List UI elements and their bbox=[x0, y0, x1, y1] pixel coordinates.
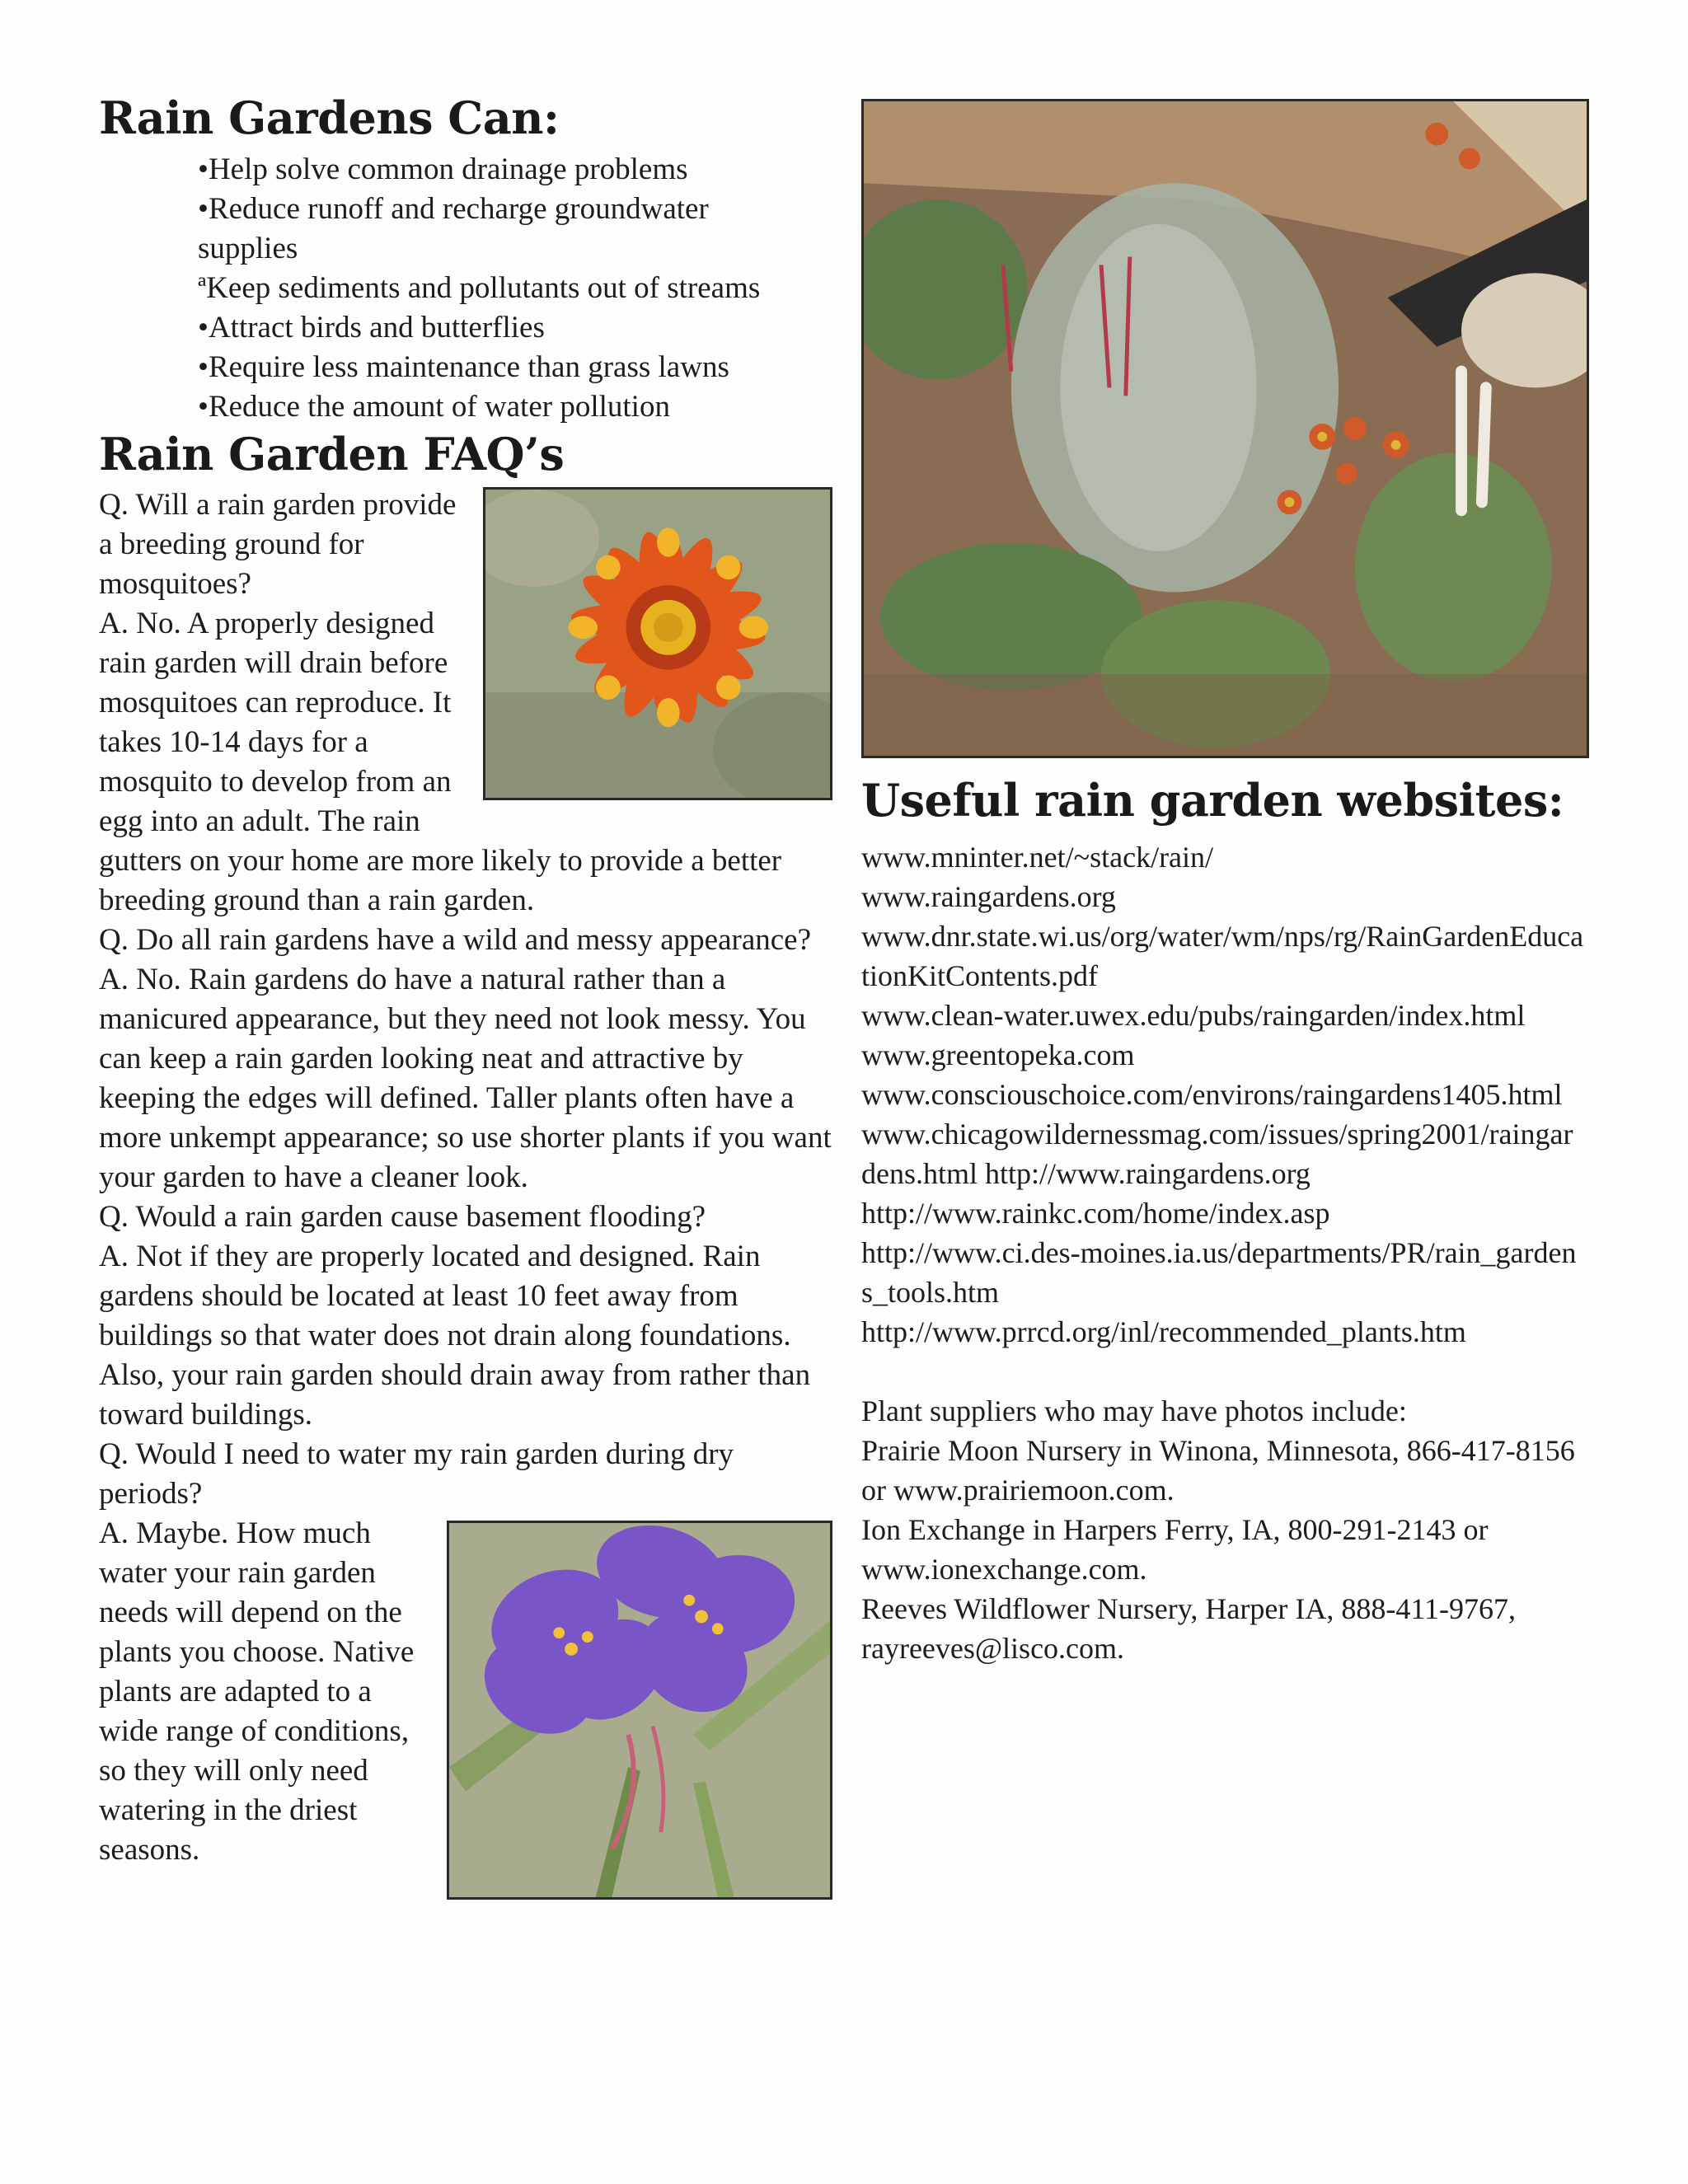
spiderwort-photo bbox=[447, 1521, 832, 1900]
website-link[interactable]: www.greentopeka.com bbox=[861, 1038, 1135, 1071]
blanket-flower-photo bbox=[483, 487, 832, 800]
supplier-entry: Reeves Wildflower Nursery, Harper IA, 888-411-9767, rayreeves@lisco.com. bbox=[861, 1591, 1516, 1665]
faq-heading: Rain Garden FAQ’s bbox=[99, 427, 565, 480]
website-link[interactable]: www.consciouschoice.com/environs/raingardens1405.html bbox=[861, 1077, 1563, 1111]
faq-paragraph: A. No. A properly designed rain garden will drain before mosquitoes can reproduce. It takes 10-14 days for a mosquito to develop from an egg into an adult. The rain gutters on your home are more likely to provide a better breeding ground than a rain garden. bbox=[99, 607, 782, 917]
faq-paragraph: Q. Would I need to water my rain garden during dry periods? bbox=[99, 1437, 734, 1511]
benefits-heading: Rain Gardens Can: bbox=[99, 91, 560, 144]
faq-paragraph: Q. Will a rain garden provide a breeding ground for mosquitoes? bbox=[99, 488, 457, 601]
benefit-item: •Reduce runoff and recharge groundwater supplies bbox=[198, 191, 709, 265]
benefit-item: •Attract birds and butterflies bbox=[198, 310, 545, 344]
website-link[interactable]: www.dnr.state.wi.us/org/water/wm/nps/rg/RainGardenEducationKitContents.pdf bbox=[861, 919, 1584, 992]
blanket-flower-image bbox=[485, 490, 830, 798]
benefit-item: •Require less maintenance than grass lawns bbox=[198, 349, 729, 384]
benefit-item: ªKeep sediments and pollutants out of streams bbox=[198, 270, 761, 305]
suppliers-intro: Plant suppliers who may have photos include: bbox=[861, 1394, 1407, 1427]
website-link[interactable]: www.clean-water.uwex.edu/pubs/raingarden/index.html bbox=[861, 998, 1526, 1032]
benefit-item: •Reduce the amount of water pollution bbox=[198, 389, 670, 424]
websites-list bbox=[861, 837, 1587, 1352]
left-column bbox=[99, 91, 832, 1905]
faq-paragraph: Q. Do all rain gardens have a wild and messy appearance? bbox=[99, 923, 812, 957]
websites-heading: Useful rain garden websites: bbox=[861, 774, 1564, 827]
rain-garden-photo bbox=[861, 99, 1589, 758]
website-link[interactable]: http://www.rainkc.com/home/index.asp bbox=[861, 1196, 1330, 1230]
spiderwort-image bbox=[449, 1523, 830, 1897]
rain-garden-image bbox=[864, 101, 1587, 756]
benefits-list bbox=[198, 150, 791, 427]
faq-paragraph: Q. Would a rain garden cause basement flooding? bbox=[99, 1200, 706, 1234]
supplier-entry: Prairie Moon Nursery in Winona, Minnesota, 866-417-8156 or www.prairiemoon.com. bbox=[861, 1433, 1575, 1507]
right-column bbox=[861, 99, 1587, 1668]
suppliers-section bbox=[861, 1391, 1587, 1668]
website-link[interactable]: www.mninter.net/~stack/rain/ bbox=[861, 840, 1214, 874]
benefit-item: •Help solve common drainage problems bbox=[198, 152, 688, 186]
faq-body bbox=[99, 485, 832, 1870]
faq-paragraph: A. No. Rain gardens do have a natural rather than a manicured appearance, but they need not look messy. You can keep a rain garden looking neat and attractive by keeping the edges will defined. Taller plants often have a more unkempt appearance; so use shorter plants if you want your garden to have a cleaner look. bbox=[99, 963, 832, 1194]
website-link[interactable]: www.raingardens.org bbox=[861, 879, 1116, 913]
website-link[interactable]: http://www.ci.des-moines.ia.us/departments/PR/rain_gardens_tools.htm bbox=[861, 1235, 1577, 1309]
website-link[interactable]: http://www.prrcd.org/inl/recommended_plants.htm bbox=[861, 1315, 1466, 1348]
supplier-entry: Ion Exchange in Harpers Ferry, IA, 800-291-2143 or www.ionexchange.com. bbox=[861, 1512, 1489, 1586]
faq-paragraph: A. Not if they are properly located and designed. Rain gardens should be located at least 10 feet away from buildings so that water does not drain along foundations. Also, your rain garden should drain away from rather than toward buildings. bbox=[99, 1240, 811, 1432]
website-link[interactable]: www.chicagowildernessmag.com/issues/spring2001/raingardens.html http://www.raingardens.org bbox=[861, 1117, 1573, 1190]
faq-paragraph: A. Maybe. How much water your rain garden needs will depend on the plants you choose. Native plants are adapted to a wide range of conditions, so they will only need watering in the driest seasons. bbox=[99, 1516, 415, 1867]
